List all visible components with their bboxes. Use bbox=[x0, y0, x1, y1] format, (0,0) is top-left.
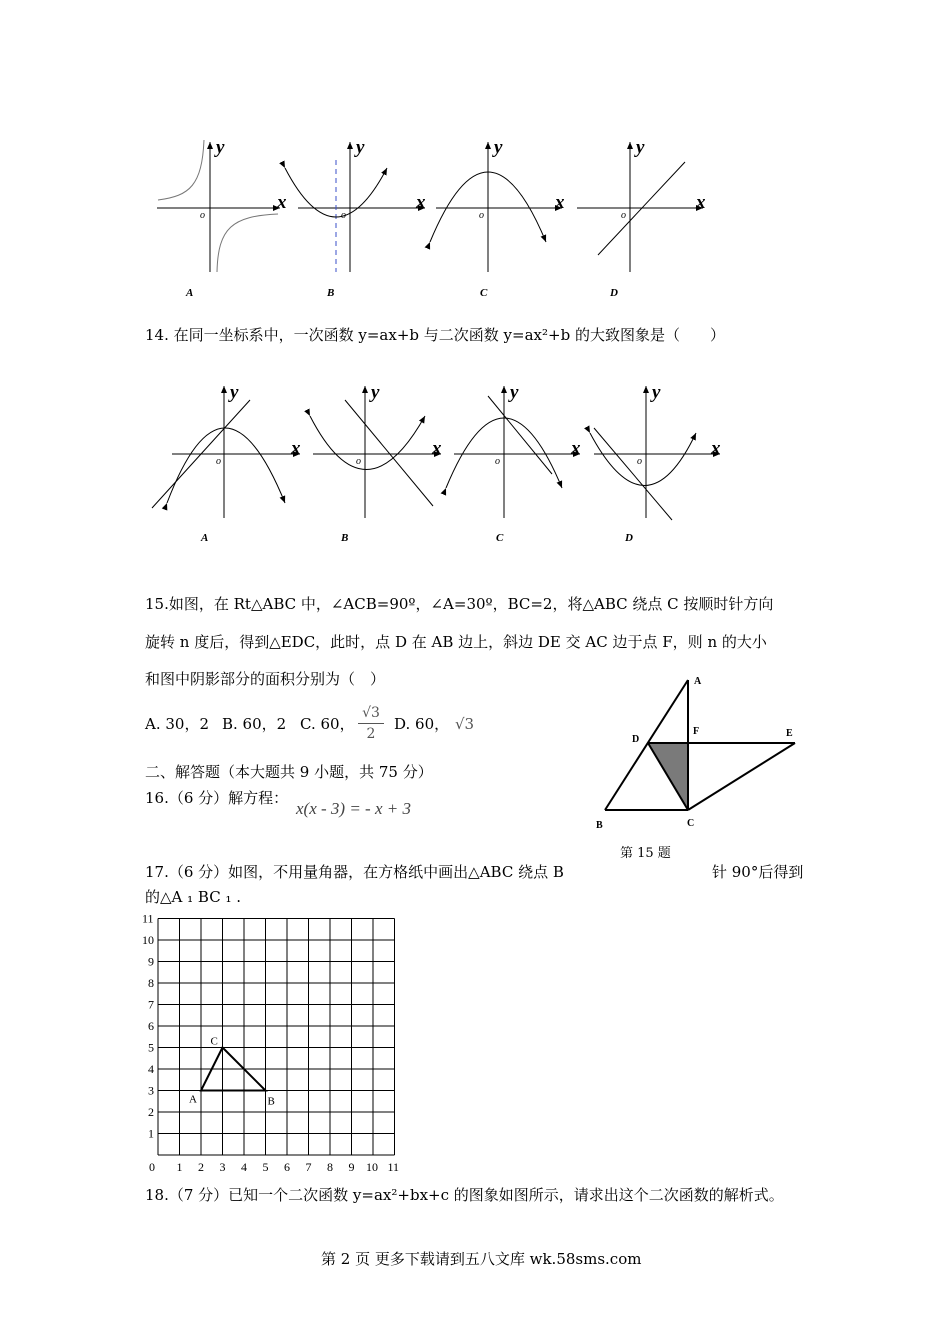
q14-graphs bbox=[140, 378, 740, 553]
point-b-label: B bbox=[596, 820, 603, 831]
graph-label-a: A bbox=[201, 532, 209, 544]
graph-label-b: B bbox=[341, 532, 349, 544]
axis-y-label: y bbox=[652, 382, 661, 403]
grid-y-labels bbox=[142, 912, 154, 1141]
point-e-label: E bbox=[786, 728, 793, 739]
grid-y-label: 8 bbox=[148, 976, 154, 990]
grid-y-label: 4 bbox=[148, 1062, 154, 1076]
graph-label-d: D bbox=[625, 532, 633, 544]
origin-label: o bbox=[621, 210, 626, 221]
grid-x-label: 0 bbox=[149, 1160, 155, 1174]
graph-14d bbox=[590, 382, 721, 544]
q15-line3: 和图中阴影部分的面积分别为（ ） bbox=[145, 670, 386, 688]
grid-x-label: 11 bbox=[387, 1160, 400, 1174]
axis-y-label: y bbox=[371, 382, 380, 403]
axis-y-label: y bbox=[356, 137, 365, 158]
point-d-label: D bbox=[632, 734, 640, 745]
axis-y-label: y bbox=[216, 137, 225, 158]
q15-option-c: C. 60， bbox=[300, 715, 355, 733]
grid-x-labels bbox=[149, 1160, 399, 1174]
q14-question: 14. 在同一坐标系中，一次函数 y=ax+b 与二次函数 y=ax²+b 的大致图象是（ ） bbox=[145, 326, 725, 344]
graph-14b bbox=[310, 382, 442, 544]
grid-x-label: 7 bbox=[305, 1160, 312, 1174]
grid-y-label: 1 bbox=[148, 1126, 154, 1141]
grid-y-label: 3 bbox=[148, 1083, 154, 1098]
triangle-label-a: A bbox=[189, 1093, 197, 1106]
grid-x-label: 9 bbox=[348, 1160, 355, 1174]
equation-text: x(x - 3) = - x + 3 bbox=[296, 799, 411, 818]
origin-label: o bbox=[637, 456, 642, 467]
q16-equation bbox=[296, 799, 411, 819]
q15-option-d-value: √3 bbox=[455, 715, 475, 733]
origin-label: o bbox=[356, 456, 361, 467]
point-f-label: F bbox=[693, 726, 700, 737]
q17-line1-left: 17.（6 分）如图，不用量角器，在方格纸中画出△ABC 绕点 B bbox=[145, 863, 564, 881]
grid-y-label: 11 bbox=[142, 911, 154, 926]
q15-option-b: B. 60，2 bbox=[222, 715, 287, 733]
q15-line2: 旋转 n 度后，得到△EDC，此时，点 D 在 AB 边上，斜边 DE 交 AC 边于点 F，则 n 的大小 bbox=[145, 633, 767, 651]
grid-x-label: 10 bbox=[366, 1160, 378, 1174]
q17-line2: 的△A ₁ BC ₁ . bbox=[145, 888, 242, 906]
grid-x-label: 6 bbox=[284, 1160, 290, 1174]
grid-y-label: 9 bbox=[148, 954, 154, 969]
grid-x-label: 8 bbox=[327, 1160, 333, 1174]
point-c-label: C bbox=[687, 818, 695, 829]
axis-x-label: x bbox=[432, 438, 442, 459]
axis-y-label: y bbox=[636, 137, 645, 158]
origin-label: o bbox=[341, 210, 346, 221]
axis-x-label: x bbox=[277, 192, 287, 213]
graph-label-b: B bbox=[327, 287, 335, 299]
page-footer: 第 2 页 更多下载请到五八文库 wk.58sms.com bbox=[321, 1250, 642, 1268]
grid-y-label: 7 bbox=[148, 997, 154, 1012]
axis-y-label: y bbox=[230, 382, 239, 403]
origin-label: o bbox=[479, 210, 484, 221]
graph-label-c: C bbox=[480, 287, 488, 299]
fraction-denominator: 2 bbox=[366, 726, 376, 742]
axis-y-label: y bbox=[494, 137, 503, 158]
axis-x-label: x bbox=[711, 438, 721, 459]
grid-x-label: 4 bbox=[241, 1160, 247, 1174]
graph-13c bbox=[430, 137, 565, 299]
origin-label: o bbox=[216, 456, 221, 467]
q15-option-c-fraction bbox=[358, 705, 384, 742]
q15-option-d: D. 60， bbox=[394, 715, 450, 733]
axis-x-label: x bbox=[416, 192, 426, 213]
grid-y-label: 5 bbox=[148, 1040, 154, 1055]
grid-lines bbox=[158, 919, 395, 1156]
grid-y-label: 10 bbox=[142, 933, 154, 947]
triangle-label-c: C bbox=[210, 1035, 218, 1048]
origin-label: o bbox=[200, 210, 205, 221]
graph-label-a: A bbox=[186, 287, 194, 299]
grid-x-label: 1 bbox=[176, 1160, 183, 1174]
q15-figure-caption: 第 15 题 bbox=[620, 846, 671, 861]
origin-label: o bbox=[495, 456, 500, 467]
graph-14a bbox=[152, 382, 301, 544]
graph-13d bbox=[577, 137, 706, 299]
q17-line1-right: 针 90°后得到 bbox=[712, 863, 804, 881]
fraction-bar bbox=[358, 723, 384, 724]
triangle-label-b: B bbox=[267, 1095, 275, 1108]
axis-x-label: x bbox=[555, 192, 565, 213]
grid-y-label: 6 bbox=[148, 1019, 154, 1033]
grid-x-label: 2 bbox=[198, 1160, 204, 1174]
grid-x-label: 3 bbox=[219, 1160, 226, 1174]
fraction-numerator: √3 bbox=[362, 705, 380, 721]
q15-figure bbox=[590, 670, 810, 870]
axis-x-label: x bbox=[571, 438, 581, 459]
axis-y-label: y bbox=[510, 382, 519, 403]
graph-13b bbox=[285, 137, 426, 299]
point-a-label: A bbox=[694, 676, 702, 687]
section-heading: 二、解答题（本大题共 9 小题，共 75 分） bbox=[145, 763, 433, 781]
graph-13a bbox=[157, 137, 287, 299]
q18-question: 18.（7 分）已知一个二次函数 y=ax²+bx+c 的图象如图所示，请求出这个二次函数的解析式。 bbox=[145, 1186, 784, 1204]
graph-label-c: C bbox=[496, 532, 504, 544]
grid-y-label: 2 bbox=[148, 1105, 154, 1119]
q17-grid-figure bbox=[140, 905, 410, 1175]
graph-label-d: D bbox=[610, 287, 618, 299]
axis-x-label: x bbox=[696, 192, 706, 213]
graph-14c bbox=[446, 382, 581, 544]
grid-x-label: 5 bbox=[262, 1160, 269, 1174]
axis-x-label: x bbox=[291, 438, 301, 459]
q15-line1: 15.如图，在 Rt△ABC 中，∠ACB=90º，∠A=30º，BC=2，将△ABC 绕点 C 按顺时针方向 bbox=[145, 595, 774, 613]
q13-graphs bbox=[140, 130, 740, 305]
q15-option-a: A. 30，2 bbox=[145, 715, 209, 733]
q16-question: 16.（6 分）解方程： bbox=[145, 789, 289, 807]
